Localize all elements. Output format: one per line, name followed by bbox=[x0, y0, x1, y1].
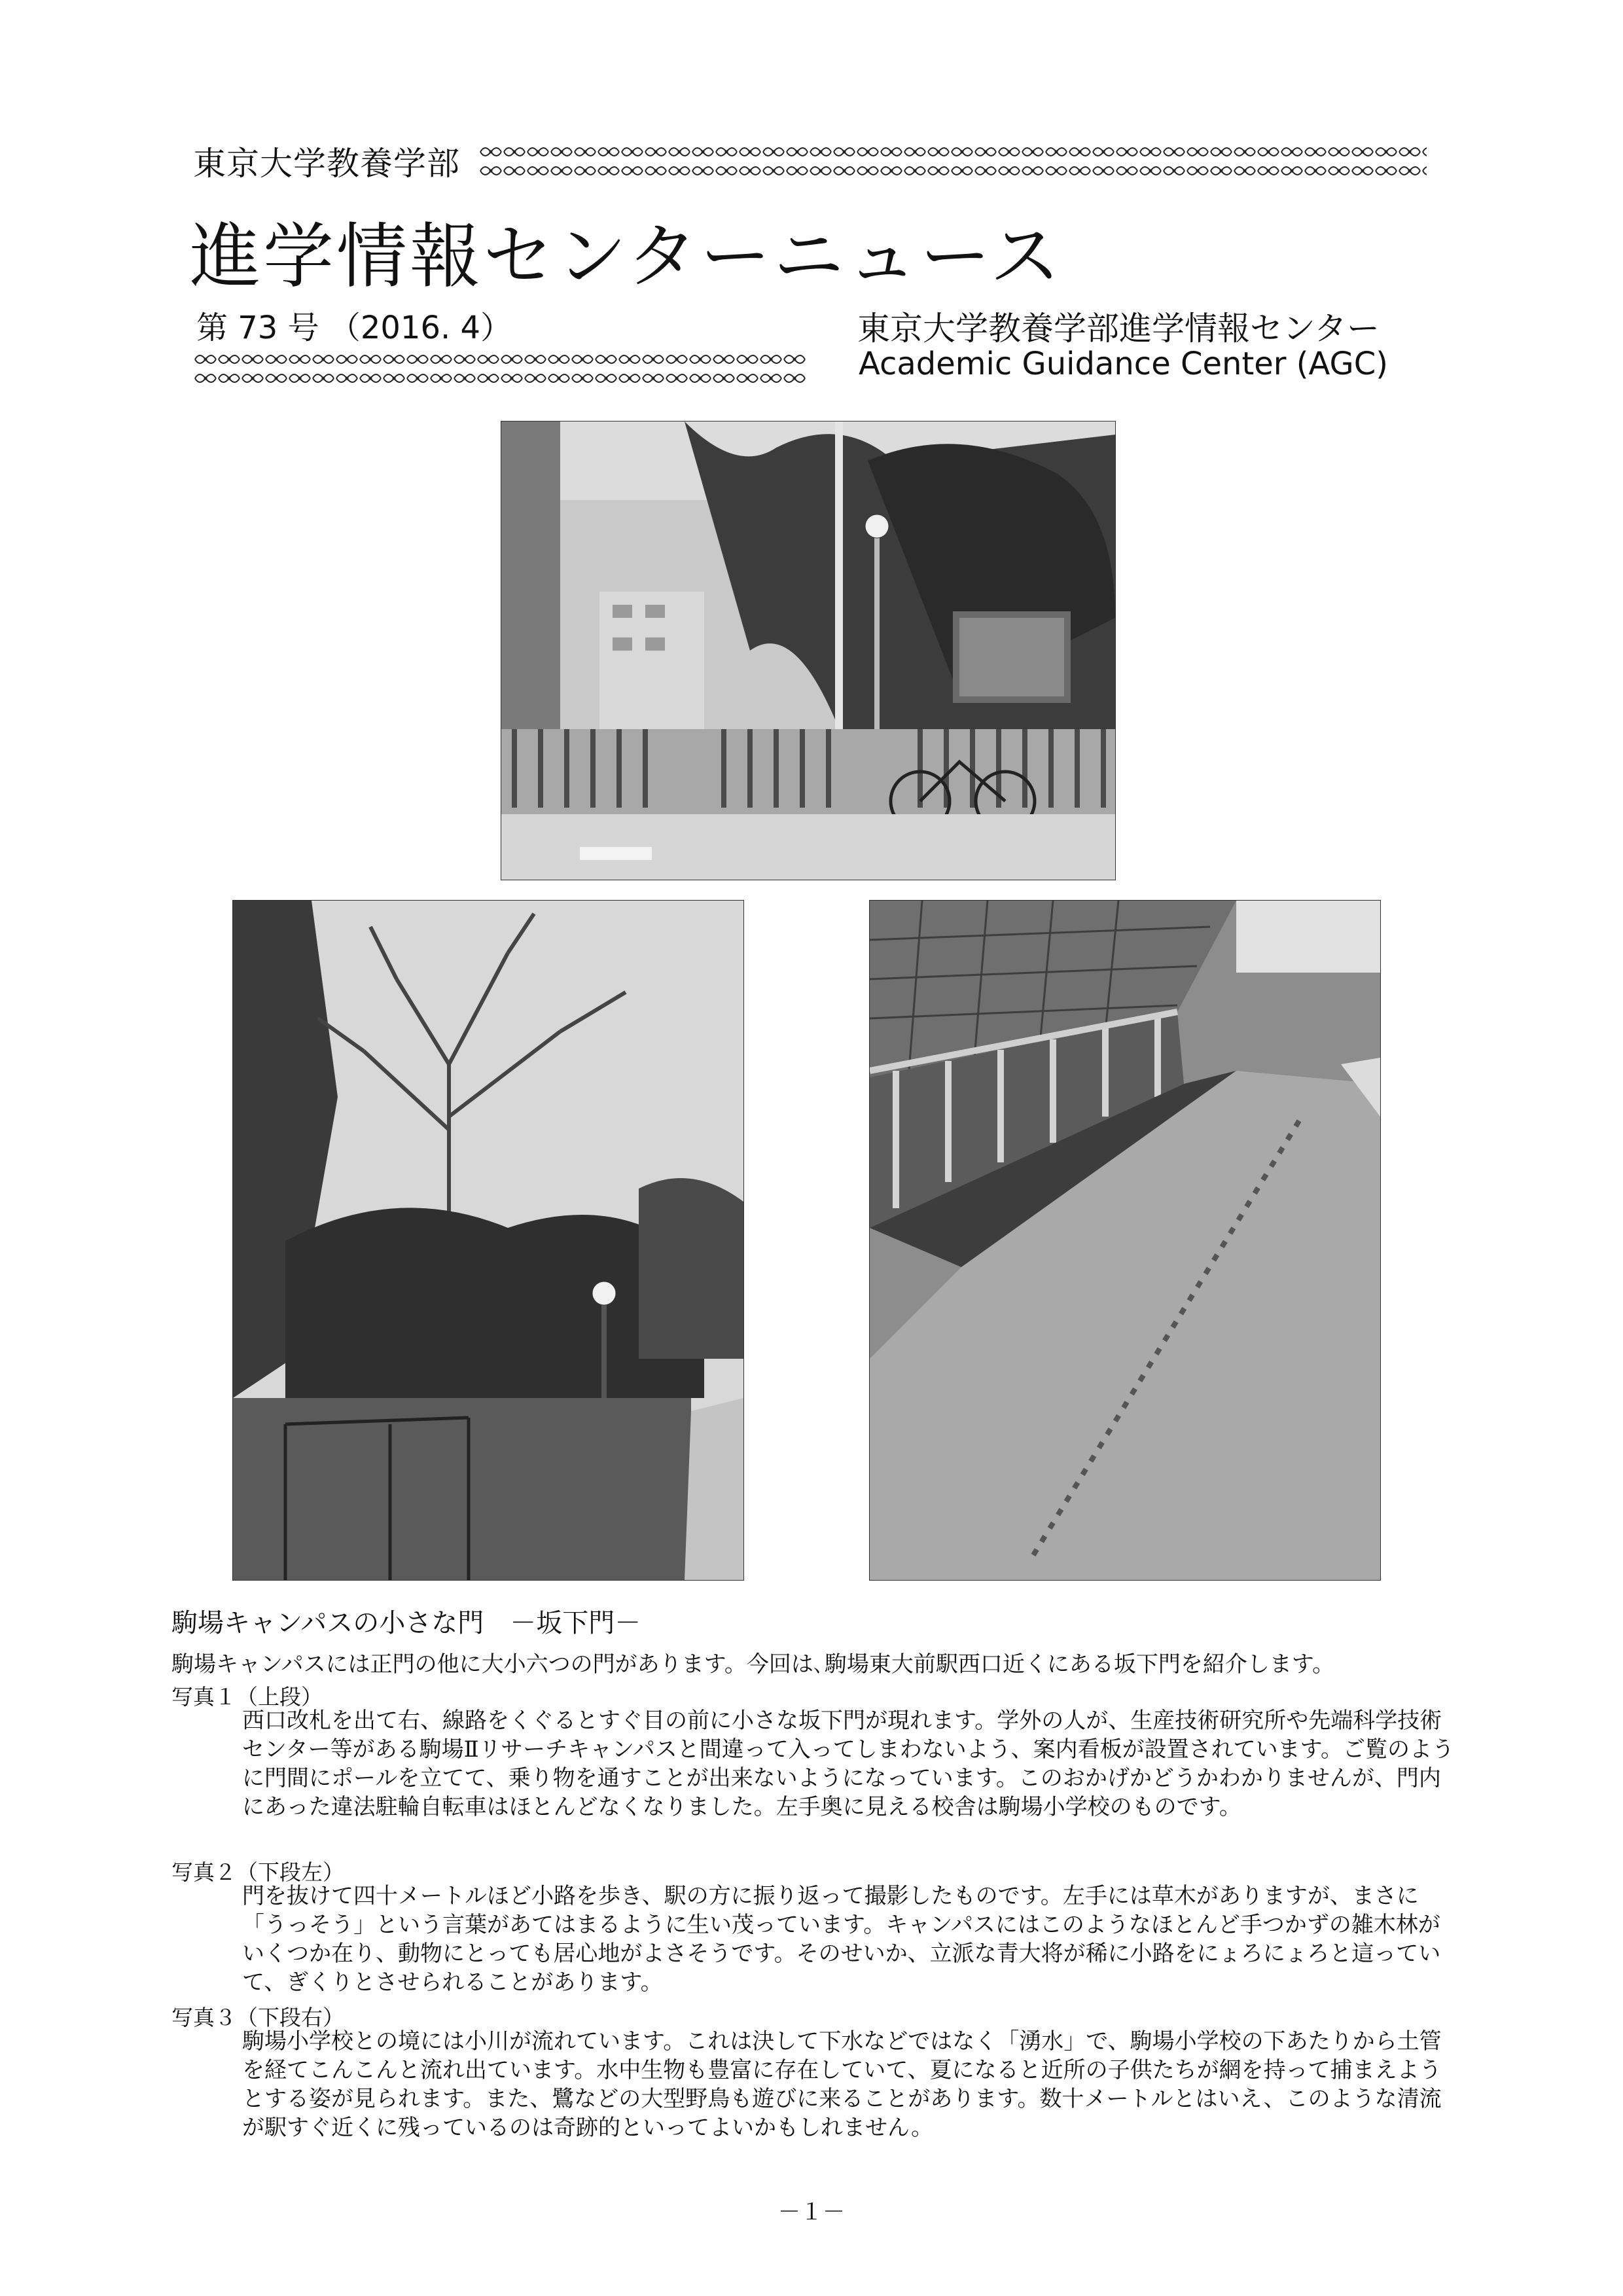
caption-label-photo1: 写真１（上段） bbox=[171, 1684, 323, 1710]
ornament-border-issue bbox=[194, 350, 806, 388]
newsletter-title: 進学情報センターニュース bbox=[190, 216, 1063, 298]
article-title: 駒場キャンパスの小さな門 －坂下門－ bbox=[171, 1608, 641, 1638]
caption-text-photo2: 門を抜けて四十メートルほど小路を歩き、駅の方に振り返って撮影したものです。左手には草木がありますが、まさに「うっそう」という言葉があてはまるように生い茂っています。キャンパスにはこのようなほとんど手つかずの雑木林がいくつか在り、動物にとっても居心地がよさそうです。そのせいか、立派な青大将が稀に小路をにょろにょろと這っていて、ぎくりとさせられることがあります。 bbox=[242, 1883, 1441, 1996]
caption-text-photo1: 西口改札を出て右、線路をくぐるとすぐ目の前に小さな坂下門が現れます。学外の人が、生産技術研究所や先端科学技術センター等がある駒場Ⅱリサーチキャンパスと間違って入ってしまわないよう、案内看板が設置されています。ご覧のように門間にポールを立てて、乗り物を通すことが出来ないようになっています。このおかげかどうかわかりませんが、門内にあった違法駐輪自転車はほとんどなくなりました。左手奥に見える校舎は駒場小学校のものです。 bbox=[242, 1708, 1454, 1820]
caption-label-photo3: 写真３（下段右） bbox=[171, 2005, 344, 2030]
photo-path-woods bbox=[232, 900, 744, 1581]
caption-label-photo2: 写真２（下段左） bbox=[171, 1859, 344, 1885]
article-lead: 駒場キャンパスには正門の他に大小六つの門があります。今回は､駒場東大前駅西口近くにある坂下門を紹介します。 bbox=[171, 1651, 1335, 1677]
publisher-name-english: Academic Guidance Center (AGC) bbox=[859, 346, 1388, 382]
caption-text-photo3: 駒場小学校との境には小川が流れています。これは決して下水などではなく「湧水」で、駒場小学校の下あたりから土管を経てこんこんと流れ出ています。水中生物も豊富に存在していて、夏になると近所の子供たちが網を持って捕まえようとする姿が見られます。また、鷺などの大型野鳥も遊びに来ることがあります。数十メートルとはいえ、このような清流が駅すぐ近くに残っているのは奇跡的といってよいかもしれません。 bbox=[242, 2028, 1442, 2141]
page-number: －１－ bbox=[778, 2199, 845, 2225]
organization-name: 東京大学教養学部 bbox=[193, 145, 460, 183]
photo-stream bbox=[869, 900, 1381, 1581]
issue-number: 第 73 号 （2016. 4） bbox=[196, 310, 512, 346]
publisher-name: 東京大学教養学部進学情報センター bbox=[857, 310, 1380, 348]
ornament-border-top bbox=[479, 143, 1427, 181]
photo-sakashita-gate bbox=[501, 421, 1116, 880]
